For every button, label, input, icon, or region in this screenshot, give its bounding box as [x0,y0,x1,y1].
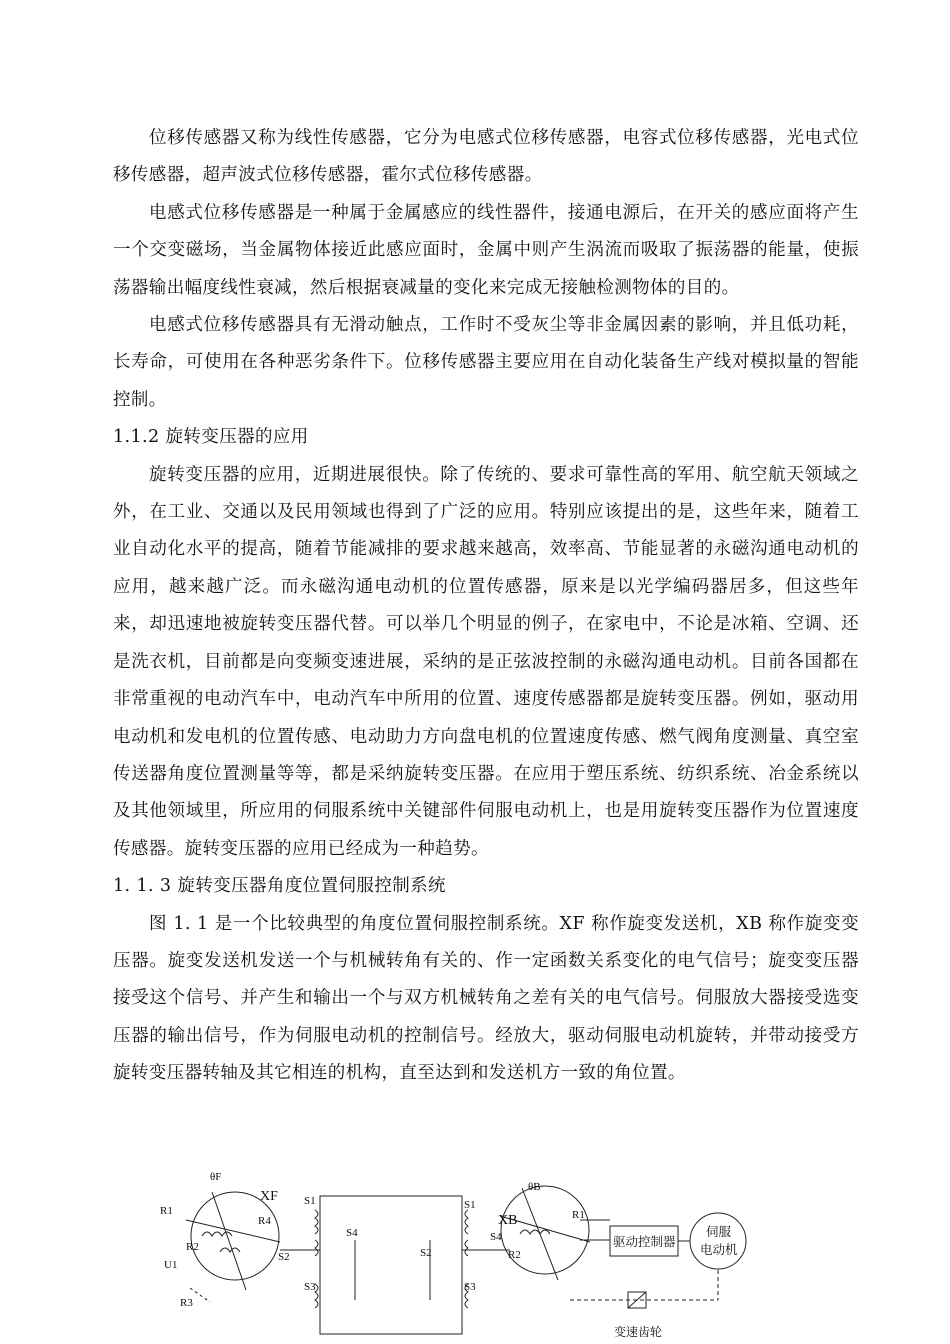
section-heading-1-1-3: 1. 1. 3 旋转变压器角度位置伺服控制系统 [113,876,446,897]
xb-angle-label: θB [528,1181,541,1193]
paragraph-servo-system: 图 1. 1 是一个比较典型的角度位置伺服控制系统。XF 称作旋变发送机，XB 称作旋变变压器。旋变发送机发送一个与机械转角有关的、作一定函数关系变化的电气信号；旋变变压器接受这个信号、并产生和输出一个与双方机械转角之差有关的电气信号。伺服放大器接受选变压器的输出信号，作为伺服电动机的控制信号。经放大，驱动伺服电动机旋转，并带动接受方旋转变压器转轴及其它相连的机构，直至达到和发送机方一致的角位置。 [113,913,859,1084]
section-heading-1-1-2: 1.1.2 旋转变压器的应用 [113,427,309,448]
servo-motor-label-line1: 伺服 [706,1225,732,1239]
servo-motor-circle [690,1213,746,1269]
link-s1-right: S1 [464,1199,476,1211]
link-s3-left: S3 [304,1281,316,1293]
xb-r2-label: R2 [508,1249,521,1261]
xf-angle-label: θF [210,1171,222,1183]
servo-system-diagram [150,1170,790,1344]
stator-link-box [320,1196,462,1334]
xb-r1-label: R1 [572,1209,585,1221]
xf-r3-label: R3 [180,1297,193,1309]
link-s2-left: S2 [278,1251,290,1263]
xf-r1-label: R1 [160,1205,173,1217]
xf-rotor-circle [191,1192,279,1280]
gear-label: 变速齿轮 [614,1325,663,1339]
paragraph-resolver-applications: 旋转变压器的应用，近期进展很快。除了传统的、要求可靠性高的军用、航空航天领域之外，在工业、交通以及民用领域也得到了广泛的应用。特别应该提出的是，这些年来，随着工业自动化水平的提高，随着节能减排的要求越来越高，效率高、节能显著的永磁沟通电动机的应用，越来越广泛。而永磁沟通电动机的位置传感器，原来是以光学编码器居多，但这些年来，却迅速地被旋转变压器代替。可以举几个明显的例子，在家电中，不论是冰箱、空调、还是洗衣机，目前都是向变频变速进展，采纳的是正弦波控制的永磁沟通电动机。目前各国都在非常重视的电动汽车中，电动汽车中所用的位置、速度传感器都是旋转变压器。例如，驱动用电动机和发电机的位置传感、电动助力方向盘电机的位置速度传感、燃气阀角度测量、真空室传送器角度位置测量等等，都是采纳旋转变压器。在应用于塑压系统、纺织系统、冶金系统以及其他领域里，所应用的伺服系统中关键部件伺服电动机上，也是用旋转变压器作为位置速度传感器。旋转变压器的应用已经成为一种趋势。 [113,464,859,859]
link-s4-left: S4 [346,1227,358,1239]
body-text [113,120,859,1093]
xf-r4-label: R4 [258,1215,271,1227]
servo-motor-label-line2: 电动机 [700,1243,738,1257]
paragraph-inductive-principle: 电感式位移传感器是一种属于金属感应的线性器件，接通电源后，在开关的感应面将产生一个交变磁场，当金属物体接近此感应面时，金属中则产生涡流而吸取了振荡器的能量，使振荡器输出幅度线性衰减，然后根据衰减量的变化来完成无接触检测物体的目的。 [113,202,859,298]
link-s2-right: S2 [420,1247,432,1259]
link-s1-left: S1 [304,1195,316,1207]
paragraph-inductive-features: 电感式位移传感器具有无滑动触点，工作时不受灰尘等非金属因素的影响，并且低功耗，长寿命，可使用在各种恶劣条件下。位移传感器主要应用在自动化装备生产线对模拟量的智能控制。 [113,315,859,410]
link-s4-right: S4 [490,1231,502,1243]
paragraph-sensor-types: 位移传感器又称为线性传感器，它分为电感式位移传感器，电容式位移传感器，光电式位移传感器，超声波式位移传感器，霍尔式位移传感器。 [113,128,859,186]
xf-u1-label: U1 [164,1259,178,1271]
link-s3-right: S3 [464,1281,476,1293]
xf-r2-label: R2 [186,1241,199,1253]
xf-label: XF [260,1189,278,1204]
xb-label: XB [498,1213,518,1228]
drive-controller-label: 驱动控制器 [613,1235,676,1249]
